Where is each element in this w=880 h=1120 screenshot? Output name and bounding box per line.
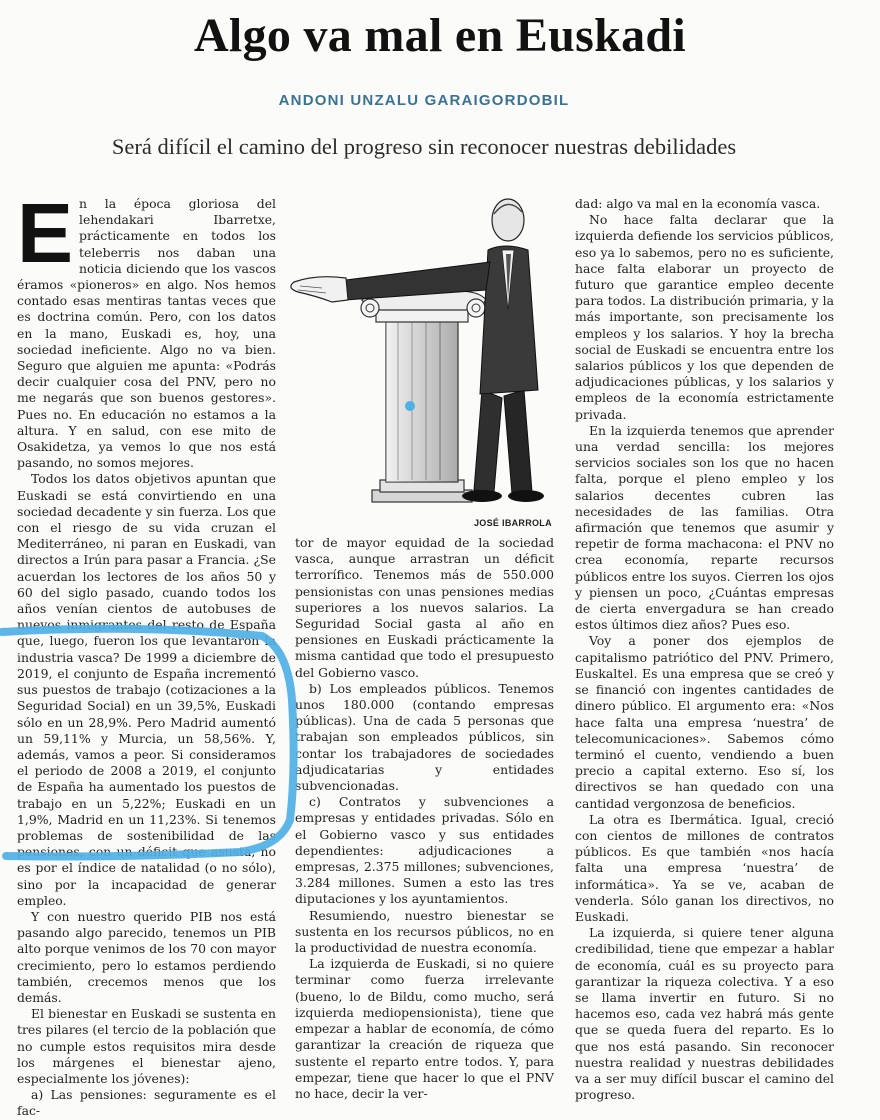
paragraph: tor de mayor equidad de la sociedad vasca, aunque arrastran un déficit terrorífico. Tenemos más de 550.000 pensionistas con unas pensiones medias superiores a los nuevos salarios. La Seguridad Social gasta al año en pensiones en Euskadi prácticamente la misma cantidad que todo el presupuesto del Gobierno vasco. xyxy=(295,535,554,680)
paragraph: La izquierda de Euskadi, si no quiere terminar como fuerza irrelevante (bueno, lo de Bildu, como mucho, será izquierda mediopensionista), tiene que empezar a hablar de economía, de cómo garantizar la creación de riqueza que sustente el reparto entre todos. Y, para empezar, tiene que hacer lo que el PNV no hace, decir la ver- xyxy=(295,956,554,1101)
paragraph: c) Contratos y subvenciones a empresas y entidades privadas. Sólo en el Gobierno vasco y sus entidades dependientes: adjudicaciones a empresas, 2.375 millones; subvenciones, 3.284 millones. Sumen a esto las tres diputaciones y los ayuntamientos. xyxy=(295,794,554,907)
paragraph: dad: algo va mal en la economía vasca. xyxy=(575,196,821,211)
subtitle: Será difícil el camino del progreso sin reconocer nuestras debilidades xyxy=(111,134,737,159)
paragraph: Y con nuestro querido PIB nos está pasando algo parecido, tenemos un PIB alto porque venimos de los 70 con mayor crecimiento, pero lo estamos perdiendo también, crecemos menos que los demás. xyxy=(17,908,276,1005)
drop-cap: E xyxy=(17,186,74,280)
cartoon-illustration xyxy=(276,190,574,528)
paragraph: Resumiendo, nuestro bienestar se sustenta en los recursos públicos, no en la productividad de nuestra economía. xyxy=(295,907,554,956)
paragraph: a) Las pensiones: seguramente es el fac- xyxy=(17,1087,276,1119)
paragraph: n la época gloriosa del lehendakari Ibarretxe, prácticamente en todos los teleberris nos daban una noticia diciendo que los vascos éramos «pioneros» en algo. Nos hemos contado esas mentiras tantas veces que es doctrina común. Pero, con los datos en la mano, Euskadi es, hoy, una sociedad ineficiente. Algo no va bien. Seguro que alguien me apunta: «Podrás decir cualquier cosa del PNV, pero no me negarás que son buenos gestores». Pues no. En educación no estamos a la altura. Y en salud, con ese mito de Osakidetza, ya vemos lo que nos está pasando, no somos mejores. xyxy=(17,196,276,471)
paragraph: Voy a poner dos ejemplos de capitalismo patriótico del PNV. Primero, Euskaltel. Es una empresa que se creó y se financió con ingentes cantidades de dinero público. El argumento era: «Nos hace falta una empresa ‘nuestra’ de telecomunicaciones». Sabemos cómo terminó el cuento, vendiendo a buen precio a capital externo. Eso sí, los directivos se han quedado con una cantidad vergonzosa de beneficios. xyxy=(575,633,834,811)
author-byline: ANDONI UNZALU GARAIGORDOBIL xyxy=(278,92,570,109)
paragraph: El bienestar en Euskadi se sustenta en tres pilares (el tercio de la población que no cumple estos requisitos mira desde los márgenes el bienestar ajeno, especialmente los jóvenes): xyxy=(17,1006,276,1086)
article-column-1 xyxy=(17,186,276,1119)
article-column-3 xyxy=(575,196,834,1103)
paragraph: La izquierda, si quiere tener alguna credibilidad, tiene que empezar a hablar de economía, cuál es su proyecto para garantizar la riqueza colectiva. Y a eso se llama invertir en futuro. Si no hacemos eso, cada vez habrá más gente que se queda fuera del reparto. Es lo que nos está pasando. Sin reconocer nuestra realidad y nuestras debilidades va a ser muy difícil buscar el camino del progreso. xyxy=(575,925,834,1103)
paragraph: Todos los datos objetivos apuntan que Euskadi se está convirtiendo en una sociedad decadente y sin fuerza. Los que con el riesgo de su vida cruzan el Mediterráneo, ni paran en Euskadi, van directos a Irún para pasar a Francia. ¿Se acuerdan los lectores de los años 50 y 60 del siglo pasado, cuando todos los años venían cientos de autobuses de nuevos inmigrantes del resto de España que, luego, fueron los que levantaron la industria vasca? De 1999 a diciembre de 2019, el conjunto de España incrementó sus puestos de trabajo (cotizaciones a la Seguridad Social) en un 39,5%, Euskadi sólo en un 28,9%. Pero Madrid aumentó un 59,11% y Murcia, un 58,56%. Y, además, vamos a peor. Si consideramos el periodo de 2008 a 2019, el conjunto de España ha aumentado los puestos de trabajo en un 5,22%; Euskadi en un 1,9%, Madrid en un 11,23%. Si tenemos problemas de sostenibilidad de las pensiones, con un déficit que asusta, no es por el índice de natalidad (o no sólo), sino por la incapacidad de generar empleo. xyxy=(17,471,276,908)
illustration-credit: JOSÉ IBARROLA xyxy=(474,518,552,528)
headline: Algo va mal en Euskadi xyxy=(193,9,687,62)
paragraph: La otra es Ibermática. Igual, creció con cientos de millones de contratos públicos. Es que también «nos hacía falta una empresa ‘nuestra’ de informática». Ya se ve, acaban de venderla. Sólo ganan los directivos, no Euskadi. xyxy=(575,811,834,924)
article-column-2 xyxy=(295,535,554,1101)
paragraph: En la izquierda tenemos que aprender una verdad sencilla: los mejores servicios sociales son los que no hacen falta, porque el pleno empleo y los salarios decentes cubren las necesidades de las familias. Otra afirmación que tenemos que asumir y repetir de forma machacona: el PNV no crea economía, reparte recursos públicos entre los suyos. Cierren los ojos y piensen un poco, ¿Cuántas empresas de cierta envergadura se han creado estos últimos diez años? Pues eso. xyxy=(575,422,834,633)
paragraph: b) Los empleados públicos. Tenemos unos 180.000 (contando empresas públicas). Una de cada 5 personas que trabajan son empleados públicos, sin contar los trabajadores de sociedades adjudicatarias y entidades subvencionadas. xyxy=(295,680,554,794)
paragraph: No hace falta declarar que la izquierda defiende los servicios públicos, eso ya lo sabemos, pero no es suficiente, hace falta elaborar un proyecto de futuro que garantice empleo decente para todos. La distribución primaria, y la más importante, son precisamente los empleos y los salarios. Y hoy la brecha social de Euskadi se encuentra entre los salarios públicos y los que dependen de adjudicaciones públicas, y los salarios y empleos de la economía estrictamente privada. xyxy=(575,212,834,422)
